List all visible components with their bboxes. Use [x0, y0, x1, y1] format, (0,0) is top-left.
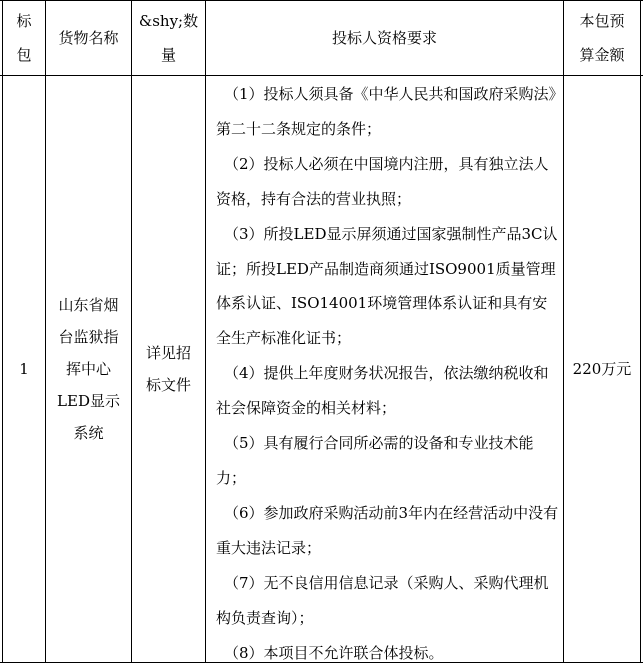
- row-quantity: [132, 76, 205, 662]
- requirement-item-1: （1）投标人须具备《中华人民共和国政府采购法》第二十二条规定的条件；: [210, 77, 562, 147]
- requirement-item-8: （8）本项目不允许联合体投标。: [210, 636, 562, 670]
- header-quantity-line-2: 量: [161, 38, 176, 72]
- requirement-item-3: （3）所投LED显示屏须通过国家强制性产品3C认证；所投LED产品制造商须通过ISO9001质量管理体系认证、ISO14001环境管理体系认证和具有安全生产标准化证书；: [210, 217, 562, 357]
- requirement-item-7: （7）无不良信用信息记录（采购人、采购代理机构负责查询）；: [210, 566, 562, 636]
- header-requirements: [206, 1, 563, 75]
- header-lot-number: [3, 1, 45, 75]
- header-budget-line-2: 算金额: [579, 38, 624, 72]
- header-goods-name-label: 货物名称: [58, 23, 118, 53]
- header-quantity-line-1: &shy;数: [139, 4, 198, 38]
- header-requirements-label: 投标人资格要求: [332, 23, 437, 53]
- row-goods-name-line-3: 挥中心: [66, 353, 111, 385]
- requirement-item-2: （2）投标人必须在中国境内注册，具有独立法人资格，持有合法的营业执照；: [210, 147, 562, 217]
- requirement-item-5: （5）具有履行合同所必需的设备和专业技术能力；: [210, 426, 562, 496]
- requirement-item-4: （4）提供上年度财务状况报告，依法缴纳税收和社会保障资金的相关材料；: [210, 356, 562, 426]
- row-lot-number-value: 1: [19, 354, 29, 384]
- header-lot-number-line-2: 包: [16, 38, 31, 72]
- row-quantity-line-2: 标文件: [146, 369, 191, 401]
- col-divider-3: [205, 0, 206, 663]
- row-lot-number: [3, 76, 45, 662]
- row-goods-name-line-5: 系统: [73, 417, 103, 449]
- header-budget-line-1: 本包预: [579, 4, 624, 38]
- header-lot-number-line-1: 标: [16, 4, 31, 38]
- row-budget-value: 220万元: [573, 354, 632, 384]
- row-quantity-line-1: 详见招: [146, 337, 191, 369]
- header-quantity: [132, 1, 205, 75]
- header-budget: [564, 1, 640, 75]
- table-border-right: [640, 0, 641, 663]
- row-goods-name: [46, 76, 131, 662]
- row-goods-name-line-2: 台监狱指: [58, 321, 118, 353]
- header-goods-name: [46, 1, 131, 75]
- row-budget: [564, 76, 640, 662]
- row-goods-name-line-4: LED显示: [57, 385, 120, 417]
- row-goods-name-line-1: 山东省烟: [58, 289, 118, 321]
- requirement-item-6: （6）参加政府采购活动前3年内在经营活动中没有重大违法记录；: [210, 496, 562, 566]
- requirements-list: [210, 77, 562, 670]
